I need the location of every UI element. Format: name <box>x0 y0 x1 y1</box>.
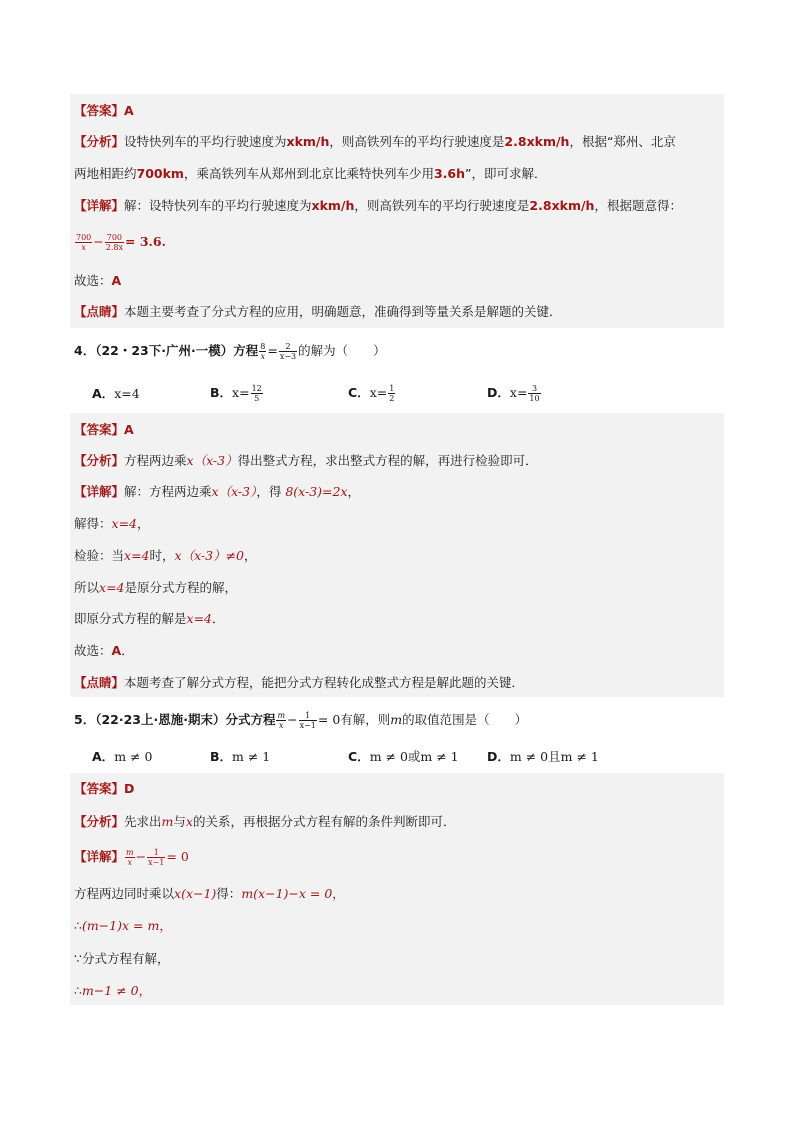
fraction <box>75 233 92 252</box>
q4-answer-line <box>74 420 134 440</box>
step-text: 即原分式方程的解是 <box>74 611 187 626</box>
answer-value: A <box>124 422 134 437</box>
math-term: (m−1)x = m <box>81 918 160 933</box>
question-suffix: 的解为（ ） <box>298 343 386 358</box>
math-term: m <box>161 814 174 829</box>
q4-comment-line <box>74 673 524 693</box>
q4-option-c[interactable] <box>348 380 396 406</box>
q4-step2 <box>74 546 257 566</box>
step-text: 所以 <box>74 580 100 595</box>
numerator: 3 <box>531 384 538 393</box>
option-label: A． <box>92 749 115 764</box>
option-value: x= <box>509 385 528 400</box>
analysis-text: 两地相距约 <box>74 166 137 181</box>
math-term: x（x-3） <box>211 484 257 499</box>
denominator: x <box>276 720 286 730</box>
detail-text: ，得 <box>256 484 286 499</box>
question-prefix: 5．（22·23上·恩施·期末）分式方程 <box>74 712 276 727</box>
equation-rhs: = 3.6. <box>125 234 166 249</box>
option-label: C． <box>348 749 370 764</box>
analysis-text: ，则高铁列车的平均行驶速度是 <box>329 134 505 149</box>
detail-text: 解：设特快列车的平均行驶速度为 <box>124 198 312 213</box>
option-label: A． <box>92 386 115 401</box>
numerator: 1 <box>305 711 311 720</box>
analysis-tag: 【分析】 <box>74 134 125 149</box>
step-text: 时， <box>149 548 175 563</box>
therefore-symbol: ∴ <box>74 983 82 998</box>
denominator: x <box>260 352 266 361</box>
step-text: 得： <box>216 886 242 901</box>
option-value: x= <box>232 385 250 400</box>
q3-detail-line <box>74 196 682 216</box>
math-term: xkm/h <box>311 198 355 213</box>
denominator: 2.8x <box>105 243 123 252</box>
question-prefix: 4．（22・23下·广州·一模）方程 <box>74 343 259 358</box>
q5-detail-line <box>74 844 189 870</box>
numerator: 1 <box>389 384 395 393</box>
q4-choose-line <box>74 641 134 661</box>
denominator: 10 <box>529 394 540 403</box>
answer-value: A <box>124 103 134 118</box>
answer-tag: 【答案】 <box>74 103 125 118</box>
fraction <box>299 711 317 730</box>
detail-tag: 【详解】 <box>74 484 125 499</box>
denominator: x <box>125 857 135 867</box>
answer-value: D <box>124 781 135 796</box>
comment-tag: 【点睛】 <box>74 675 125 690</box>
math-term: 2.8xkm/h <box>504 134 570 149</box>
q5-option-c[interactable] <box>348 747 459 767</box>
analysis-tag: 【分析】 <box>74 814 125 829</box>
equation-rhs: = 0 <box>166 849 189 864</box>
step-text: ， <box>137 516 150 531</box>
math-term: m−1 ≠ 0 <box>81 983 139 998</box>
analysis-text: ，根据“郑州、北京 <box>569 134 676 149</box>
analysis-tag: 【分析】 <box>74 453 125 468</box>
math-term: x(x−1) <box>174 886 217 901</box>
q5-option-a[interactable] <box>92 747 152 767</box>
choose-end: ． <box>121 643 134 658</box>
comment-tag: 【点睛】 <box>74 304 125 319</box>
numerator: 700 <box>76 233 92 242</box>
option-label: D． <box>487 749 510 764</box>
numerator: 2 <box>285 342 291 351</box>
math-term: 8(x-3)=2x <box>285 484 348 499</box>
q5-analysis-line <box>74 812 455 832</box>
equals-sign: = <box>267 343 278 358</box>
analysis-text: 方程两边乘 <box>124 453 187 468</box>
step-text: ， <box>159 918 172 933</box>
numerator: 1 <box>153 848 159 857</box>
option-label: D． <box>487 385 510 400</box>
q3-equation <box>74 230 166 254</box>
q4-step3 <box>74 578 237 598</box>
math-term: x=4 <box>124 548 150 563</box>
numerator: m <box>277 711 286 720</box>
q5-answer-line <box>74 779 134 799</box>
option-label: B． <box>210 385 233 400</box>
question-mid: = 0有解，则 <box>317 712 391 727</box>
numerator: m <box>126 848 134 857</box>
q5-step2 <box>74 916 172 936</box>
step-text: ， <box>138 983 152 998</box>
step-text: ， <box>332 886 345 901</box>
denominator: 5 <box>251 393 263 403</box>
q3-choose-line <box>74 271 121 291</box>
minus-sign: − <box>287 712 298 727</box>
step-text: 是原分式方程的解， <box>124 580 238 595</box>
question-suffix: 的取值范围是（ ） <box>402 712 528 727</box>
detail-text: ，则高铁列车的平均行驶速度是 <box>354 198 530 213</box>
minus-sign: − <box>135 849 147 864</box>
detail-tag: 【详解】 <box>74 849 125 864</box>
math-term: x=4 <box>111 516 137 531</box>
math-term: 700km <box>136 166 184 181</box>
step-text: 方程两边同时乘以 <box>74 886 175 901</box>
q4-step1 <box>74 514 150 534</box>
q5-step3 <box>74 949 169 969</box>
denominator: 2 <box>389 394 395 403</box>
comment-text: 本题主要考查了分式方程的应用，明确题意，准确得到等量关系是解题的关键． <box>124 304 562 319</box>
analysis-text: 先求出 <box>124 814 162 829</box>
math-term: x <box>185 814 193 829</box>
math-term: xkm/h <box>286 134 330 149</box>
option-value: m ≠ 0 <box>114 749 153 764</box>
step-text: 检验：当 <box>74 548 125 563</box>
variable: m <box>390 712 403 727</box>
analysis-text: ”，即可求解． <box>465 166 547 181</box>
fraction <box>259 342 266 361</box>
math-term: x=4 <box>186 611 212 626</box>
choose-label: 故选： <box>74 273 112 288</box>
denominator: x−1 <box>148 858 165 867</box>
q4-step4 <box>74 609 225 629</box>
choose-label: 故选： <box>74 643 112 658</box>
denominator: x−3 <box>279 352 297 361</box>
option-value: x= <box>369 385 388 400</box>
option-value: m ≠ 1 <box>232 749 271 764</box>
denominator: x <box>75 242 92 252</box>
q5-option-d[interactable] <box>487 747 599 767</box>
fraction <box>105 233 124 252</box>
step-text: ， <box>244 548 257 563</box>
denominator: x−1 <box>299 721 316 730</box>
answer-tag: 【答案】 <box>74 781 125 796</box>
q4-analysis-line <box>74 451 538 471</box>
fraction <box>528 384 540 403</box>
detail-tag: 【详解】 <box>74 198 125 213</box>
fraction <box>276 711 286 730</box>
analysis-text: 设特快列车的平均行驶速度为 <box>124 134 287 149</box>
step-text: ∵分式方程有解， <box>74 951 170 966</box>
detail-text: ，根据题意得： <box>594 198 682 213</box>
option-value: m ≠ 0且m ≠ 1 <box>509 749 599 764</box>
q4-option-a[interactable] <box>92 384 140 404</box>
math-term: x（x-3） <box>186 453 238 468</box>
math-term: 2.8xkm/h <box>529 198 595 213</box>
q4-stem <box>74 340 386 362</box>
q5-stem <box>74 709 527 731</box>
q4-option-d[interactable] <box>487 380 542 406</box>
minus-sign: − <box>93 234 104 249</box>
analysis-text: 的关系，再根据分式方程有解的条件判断即可． <box>192 814 456 829</box>
analysis-text: 得出整式方程，求出整式方程的解，再进行检验即可． <box>237 453 538 468</box>
option-label: C． <box>348 385 370 400</box>
numerator: 700 <box>106 233 123 242</box>
q3-answer-line <box>74 101 134 121</box>
analysis-text: ，乘高铁列车从郑州到北京比乘特快列车少用 <box>183 166 434 181</box>
answer-tag: 【答案】 <box>74 422 125 437</box>
detail-text: ， <box>347 484 361 499</box>
option-value: m ≠ 0或m ≠ 1 <box>369 749 459 764</box>
step-text: 解得： <box>74 516 112 531</box>
q3-comment-line <box>74 302 562 322</box>
math-term: x（x-3）≠0 <box>174 548 244 563</box>
math-term: x=4 <box>99 580 125 595</box>
numerator: 12 <box>251 384 262 393</box>
numerator: 8 <box>260 342 266 351</box>
q5-step4 <box>74 981 151 1001</box>
math-term: m(x−1)−x = 0 <box>241 886 333 901</box>
analysis-text: 与 <box>173 814 186 829</box>
q3-analysis-line2 <box>74 164 547 184</box>
detail-text: 解：方程两边乘 <box>124 484 212 499</box>
step-text: ． <box>212 611 225 626</box>
q3-analysis-line1 <box>74 132 676 152</box>
fraction <box>251 384 263 403</box>
q4-option-b[interactable] <box>210 380 264 406</box>
math-term: 3.6h <box>433 166 466 181</box>
choose-value: A <box>111 643 122 658</box>
comment-text: 本题考查了解分式方程，能把分式方程转化成整式方程是解此题的关键． <box>124 675 525 690</box>
option-label: B． <box>210 749 233 764</box>
q5-option-b[interactable] <box>210 747 270 767</box>
fraction <box>388 384 395 403</box>
q5-step1 <box>74 884 345 904</box>
choose-value: A <box>111 273 122 288</box>
q4-detail-line <box>74 482 360 502</box>
therefore-symbol: ∴ <box>74 918 82 933</box>
fraction <box>125 848 135 867</box>
fraction <box>147 848 165 867</box>
option-value: x=4 <box>114 386 140 401</box>
fraction <box>279 342 297 361</box>
